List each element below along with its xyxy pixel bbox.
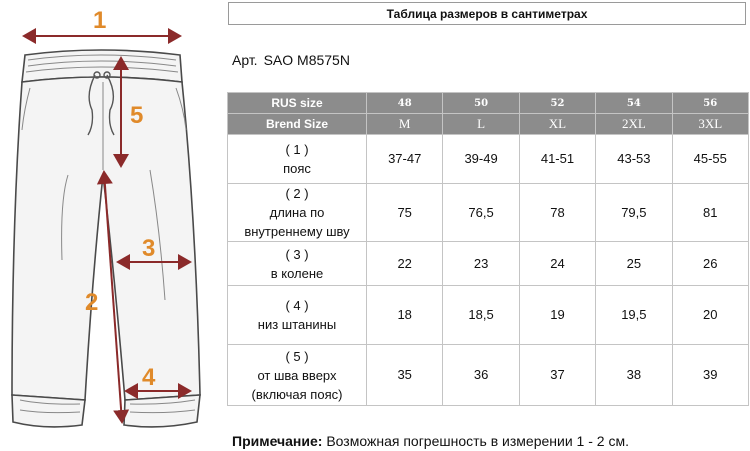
brand-size-cell: M [367,114,443,135]
pants-outline [12,50,200,427]
row-name: внутреннему шву [244,224,350,239]
row-name: пояс [283,161,311,176]
row-name: (включая пояс) [251,386,343,402]
row-label [228,345,367,406]
table-row [228,345,749,406]
table-row [228,286,749,345]
article-number [232,52,356,68]
table-cell: 35 [367,345,443,406]
rus-size-label: RUS size [228,93,367,114]
rus-size-row [228,93,749,114]
dim-label-1: 1 [93,7,107,34]
table-title: Таблица размеров в сантиметрах [228,2,746,25]
table-row [228,184,749,242]
rus-size-cell: 56 [672,93,748,114]
table-cell: 23 [443,242,519,286]
dim-label-5: 5 [130,102,144,129]
article-value: SAO M8575N [263,52,350,68]
table-cell: 41-51 [519,135,595,184]
row-name: от шва вверх [257,367,337,383]
table-cell: 78 [519,184,595,242]
brand-size-row [228,114,749,135]
dim-label-2: 2 [85,289,99,316]
row-number: ( 3 ) [285,246,309,262]
footnote-text: Возможная погрешность в измерении 1 - 2 см. [322,433,629,449]
brand-size-cell: 3XL [672,114,748,135]
row-number: ( 2 ) [285,186,309,201]
table-cell: 38 [596,345,672,406]
row-number: ( 5 ) [285,348,309,364]
table-cell: 19,5 [596,286,672,345]
row-name: длина по [269,205,325,220]
brand-size-cell: L [443,114,519,135]
table-cell: 79,5 [596,184,672,242]
brand-size-label: Brend Size [228,114,367,135]
table-row [228,242,749,286]
table-row [228,135,749,184]
table-cell: 36 [443,345,519,406]
table-cell: 18,5 [443,286,519,345]
pants-diagram [0,0,215,451]
row-label [228,286,367,345]
table-cell: 19 [519,286,595,345]
table-cell: 39-49 [443,135,519,184]
table-cell: 22 [367,242,443,286]
table-cell: 25 [596,242,672,286]
row-number: ( 1 ) [285,142,309,157]
size-table [227,92,749,406]
brand-size-cell: XL [519,114,595,135]
table-cell: 20 [672,286,748,345]
row-number: ( 4 ) [285,298,309,313]
footnote [232,433,629,449]
brand-size-cell: 2XL [596,114,672,135]
row-label [228,242,367,286]
row-label [228,135,367,184]
table-cell: 76,5 [443,184,519,242]
footnote-label: Примечание: [232,433,323,449]
table-cell: 43-53 [596,135,672,184]
rus-size-cell: 48 [367,93,443,114]
rus-size-cell: 54 [596,93,672,114]
table-cell: 24 [519,242,595,286]
article-label: Арт. [232,52,258,68]
row-name: низ штанины [257,317,337,332]
rus-size-cell: 52 [519,93,595,114]
table-cell: 39 [672,345,748,406]
dim-label-3: 3 [142,235,156,262]
rus-size-cell: 50 [443,93,519,114]
dim-label-4: 4 [142,364,156,391]
table-cell: 37-47 [367,135,443,184]
table-cell: 45-55 [672,135,748,184]
row-label [228,184,367,242]
table-cell: 37 [519,345,595,406]
table-cell: 26 [672,242,748,286]
table-cell: 18 [367,286,443,345]
row-name: в колене [270,265,324,281]
table-cell: 75 [367,184,443,242]
table-cell: 81 [672,184,748,242]
